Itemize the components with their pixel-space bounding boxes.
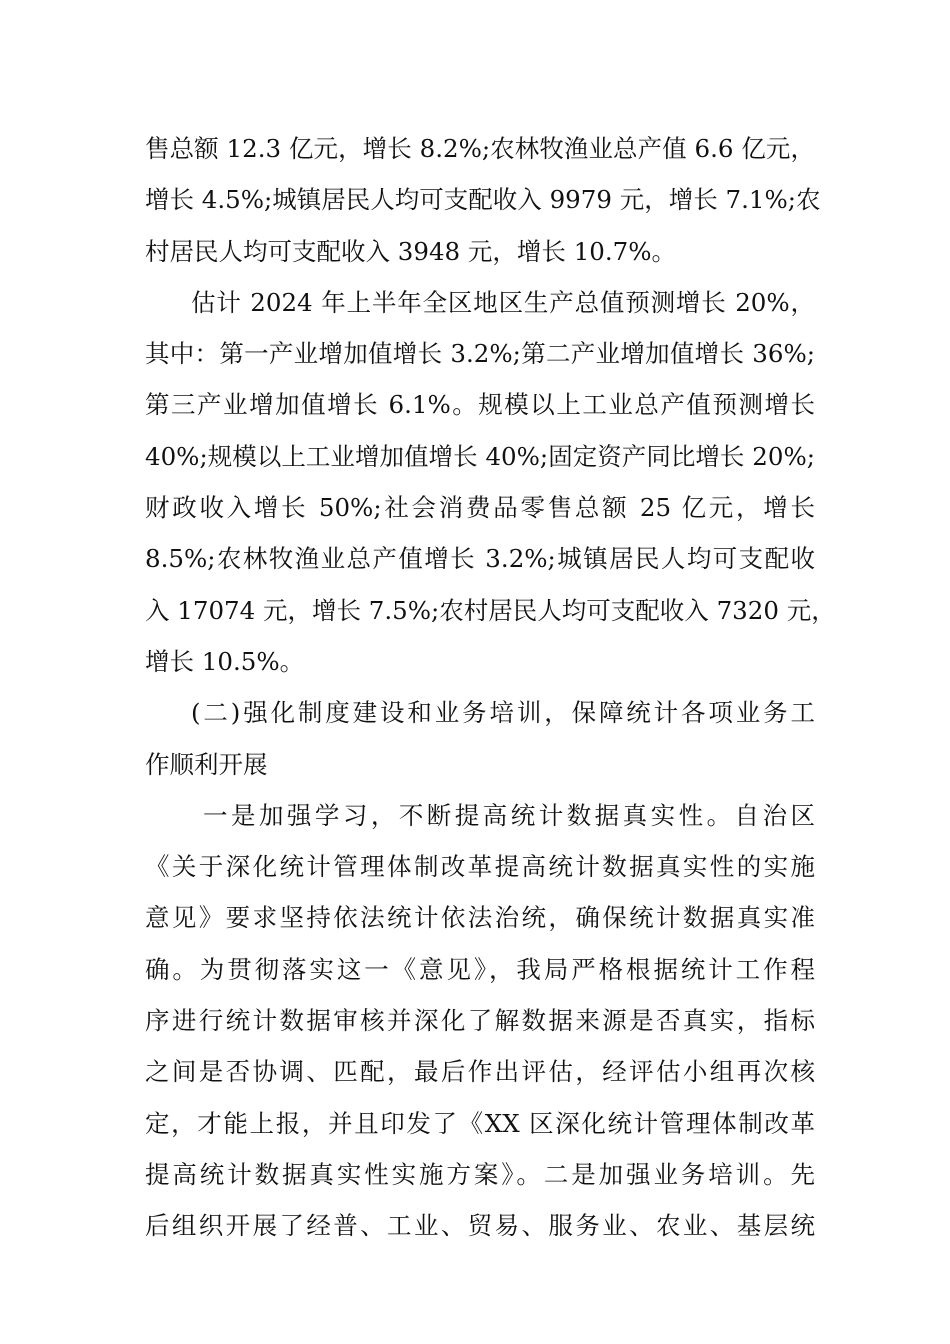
text-line: (二)强化制度建设和业务培训，保障统计各项业务工 [191,698,815,728]
text-line: 定，才能上报，并且印发了《XX 区深化统计管理体制改革 [145,1108,815,1138]
text-line: 售总额 12.3 亿元，增长 8.2%;农林牧渔业总产值 6.6 亿元， [145,134,815,163]
text-line: 财政收入增长 50%;社会消费品零售总额 25 亿元，增长 [145,493,815,523]
text-line: 之间是否协调、匹配，最后作出评估，经评估小组再次核 [145,1057,815,1087]
text-line: 一是加强学习，不断提高统计数据真实性。自治区 [203,800,815,830]
text-line: 序进行统计数据审核并深化了解数据来源是否真实，指标 [145,1006,815,1036]
text-line: 40%;规模以上工业增加值增长 40%;固定资产同比增长 20%; [145,441,815,471]
paragraph-2024-forecast [145,281,836,691]
text-line: 作顺利开展 [145,749,268,779]
text-line: 增长 10.5%。 [145,646,305,676]
paragraph-study-and-training [145,794,815,1256]
document-body [145,127,836,1256]
text-line: 估计 2024 年上半年全区地区生产总值预测增长 20%， [191,287,815,317]
text-line: 《关于深化统计管理体制改革提高统计数据真实性的实施 [145,852,815,882]
paragraph-economic-indicators [145,127,821,281]
text-line: 8.5%;农林牧渔业总产值增长 3.2%;城镇居民人均可支配收 [145,544,815,574]
text-line: 确。为贯彻落实这一《意见》，我局严格根据统计工作程 [145,954,815,984]
section-heading [145,691,815,794]
text-line: 第三产业增加值增长 6.1%。规模以上工业总产值预测增长 [145,390,815,420]
text-line: 意见》要求坚持依法统计依法治统，确保统计数据真实准 [145,903,815,933]
text-line: 增长 4.5%;城镇居民人均可支配收入 9979 元，增长 7.1%;农 [145,185,821,215]
text-line: 村居民人均可支配收入 3948 元，增长 10.7%。 [145,236,677,266]
text-line: 其中：第一产业增加值增长 3.2%;第二产业增加值增长 36%; [145,339,815,369]
text-line: 入 17074 元，增长 7.5%;农村居民人均可支配收入 7320 元， [145,595,836,625]
text-line: 后组织开展了经普、工业、贸易、服务业、农业、基层统 [145,1211,815,1241]
text-line: 提高统计数据真实性实施方案》。二是加强业务培训。先 [145,1159,815,1189]
